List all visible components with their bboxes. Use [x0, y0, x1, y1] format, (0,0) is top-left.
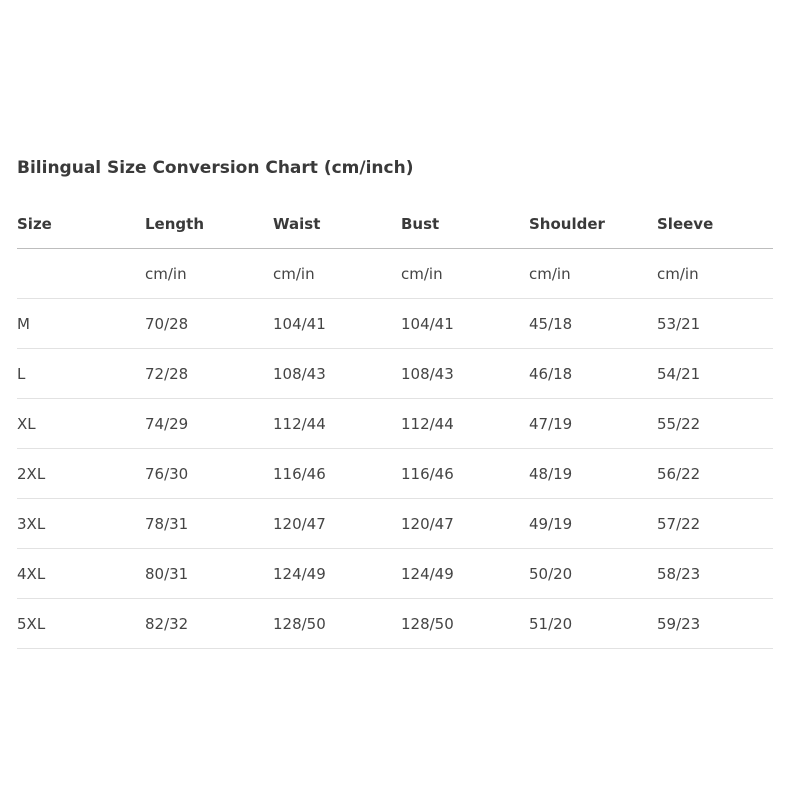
size-cell: L [17, 349, 145, 399]
shoulder-cell: 48/19 [529, 449, 657, 499]
header-bust: Bust [401, 199, 529, 249]
shoulder-cell: 47/19 [529, 399, 657, 449]
shoulder-cell: 46/18 [529, 349, 657, 399]
length-cell: 78/31 [145, 499, 273, 549]
length-cell: 76/30 [145, 449, 273, 499]
table-row [17, 499, 773, 549]
length-cell: 72/28 [145, 349, 273, 399]
unit-cell: cm/in [145, 249, 273, 299]
table-row [17, 349, 773, 399]
sleeve-cell: 59/23 [657, 599, 773, 649]
bust-cell: 128/50 [401, 599, 529, 649]
size-cell: 4XL [17, 549, 145, 599]
sleeve-cell: 54/21 [657, 349, 773, 399]
size-cell: 3XL [17, 499, 145, 549]
shoulder-cell: 51/20 [529, 599, 657, 649]
header-waist: Waist [273, 199, 401, 249]
unit-cell: cm/in [529, 249, 657, 299]
header-row [17, 199, 773, 249]
sleeve-cell: 58/23 [657, 549, 773, 599]
header-sleeve: Sleeve [657, 199, 773, 249]
header-shoulder: Shoulder [529, 199, 657, 249]
bust-cell: 124/49 [401, 549, 529, 599]
table-row [17, 449, 773, 499]
bust-cell: 116/46 [401, 449, 529, 499]
bust-cell: 120/47 [401, 499, 529, 549]
unit-cell: cm/in [657, 249, 773, 299]
shoulder-cell: 49/19 [529, 499, 657, 549]
waist-cell: 116/46 [273, 449, 401, 499]
unit-cell: cm/in [401, 249, 529, 299]
table-row [17, 299, 773, 349]
waist-cell: 128/50 [273, 599, 401, 649]
length-cell: 70/28 [145, 299, 273, 349]
header-length: Length [145, 199, 273, 249]
size-conversion-table [17, 199, 773, 649]
length-cell: 82/32 [145, 599, 273, 649]
size-cell: 2XL [17, 449, 145, 499]
chart-title: Bilingual Size Conversion Chart (cm/inch) [17, 158, 414, 178]
bust-cell: 104/41 [401, 299, 529, 349]
sleeve-cell: 55/22 [657, 399, 773, 449]
header-size: Size [17, 199, 145, 249]
waist-cell: 112/44 [273, 399, 401, 449]
size-cell: 5XL [17, 599, 145, 649]
bust-cell: 108/43 [401, 349, 529, 399]
unit-cell: cm/in [273, 249, 401, 299]
bust-cell: 112/44 [401, 399, 529, 449]
sleeve-cell: 53/21 [657, 299, 773, 349]
sleeve-cell: 56/22 [657, 449, 773, 499]
units-row [17, 249, 773, 299]
unit-cell [17, 249, 145, 299]
length-cell: 80/31 [145, 549, 273, 599]
waist-cell: 124/49 [273, 549, 401, 599]
waist-cell: 120/47 [273, 499, 401, 549]
sleeve-cell: 57/22 [657, 499, 773, 549]
shoulder-cell: 45/18 [529, 299, 657, 349]
size-cell: M [17, 299, 145, 349]
length-cell: 74/29 [145, 399, 273, 449]
table-row [17, 399, 773, 449]
waist-cell: 104/41 [273, 299, 401, 349]
table-row [17, 549, 773, 599]
size-cell: XL [17, 399, 145, 449]
shoulder-cell: 50/20 [529, 549, 657, 599]
table-row [17, 599, 773, 649]
waist-cell: 108/43 [273, 349, 401, 399]
